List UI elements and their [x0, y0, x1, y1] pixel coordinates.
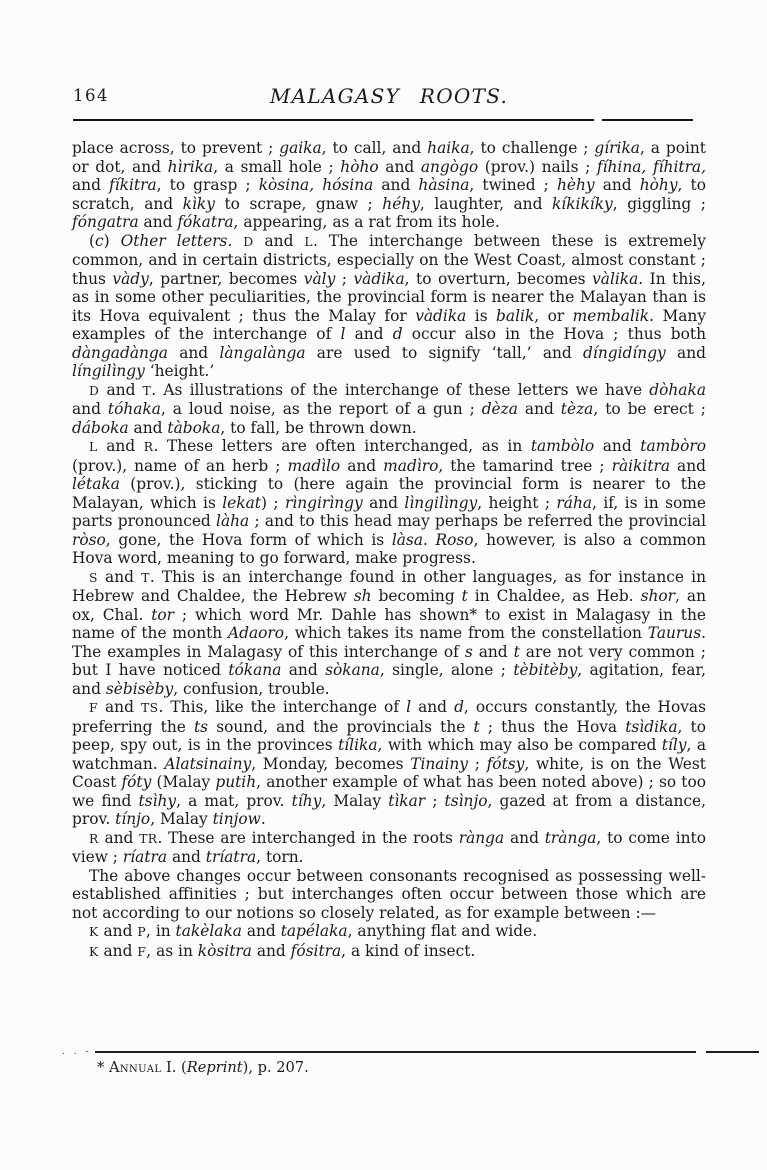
- text-segment: rànga: [458, 828, 505, 847]
- text-segment: c: [95, 231, 104, 250]
- text-segment: , a mat, prov.: [176, 791, 292, 810]
- text-segment: balik: [496, 306, 535, 325]
- text-segment: língilìngy: [72, 362, 145, 380]
- text-segment: madìro: [383, 456, 439, 475]
- text-segment: S: [89, 570, 98, 585]
- text-segment: . In this, as in some other peculiarities, the provincial form is nearer the Malayan than is its Hova equivalent ; thus the Malay for: [72, 269, 706, 325]
- text-segment: , occurs constantly, the Hovas preferring the: [72, 698, 706, 736]
- text-segment: d: [454, 698, 464, 716]
- scan-artifact-dots: . . -: [62, 1046, 92, 1057]
- text-segment: vàdy: [112, 269, 149, 288]
- text-segment: , gone, the Hova form of which is: [105, 530, 392, 549]
- text-segment: (: [89, 231, 96, 250]
- text-segment: s: [464, 642, 473, 661]
- text-segment: and: [670, 456, 706, 475]
- text-segment: Tinainy: [410, 754, 468, 773]
- text-segment: membalik: [572, 306, 650, 325]
- text-segment: is: [466, 306, 497, 325]
- text-segment: L: [89, 440, 98, 454]
- paragraph-4: [72, 437, 706, 568]
- text-segment: tìkar: [388, 791, 426, 810]
- text-segment: and: [72, 176, 110, 194]
- text-segment: .: [423, 530, 436, 549]
- text-segment: (prov.) nails ;: [478, 157, 597, 176]
- text-segment: vàlika: [592, 269, 639, 288]
- footnote-rule: [95, 1051, 759, 1053]
- text-segment: ), p. 207.: [242, 1059, 309, 1076]
- text-segment: hòhy: [639, 176, 678, 194]
- text-segment: làngalànga: [219, 343, 306, 362]
- text-segment: , appearing, as a rat from its hole.: [233, 213, 500, 231]
- text-segment: , partner, becomes: [148, 269, 304, 288]
- text-segment: and: [99, 380, 143, 399]
- text-segment: *: [97, 1059, 109, 1076]
- text-segment: fíkitra: [109, 176, 157, 194]
- text-segment: , white, is on the West Coast: [72, 754, 706, 791]
- text-segment: . This is an interchange found in other languages, as for instance in Hebrew and Chaldee, the Hebrew: [72, 567, 706, 605]
- text-segment: l: [340, 325, 346, 343]
- text-segment: Taurus: [647, 624, 702, 642]
- text-segment: , however, is also a common Hova word, meaning to go forward, make progress.: [72, 530, 706, 567]
- paragraph-10: [72, 942, 706, 962]
- text-segment: lìngilìngy: [404, 493, 478, 512]
- paragraph-7: [72, 829, 706, 867]
- text-segment: , Monday, becomes: [251, 754, 411, 773]
- text-segment: R: [89, 831, 99, 846]
- text-segment: , or: [534, 306, 573, 325]
- text-segment: tókana: [228, 661, 282, 679]
- text-segment: t: [513, 642, 520, 661]
- text-segment: , if, is in some parts pronounced: [72, 493, 706, 530]
- text-segment: rìngirìngy: [284, 493, 363, 512]
- text-segment: and: [98, 922, 138, 940]
- text-segment: shor: [640, 587, 676, 605]
- text-segment: trànga: [544, 828, 597, 847]
- text-segment: gaika: [279, 139, 322, 157]
- text-segment: , confusion, trouble.: [173, 679, 330, 698]
- text-segment: . These are interchanged in the roots: [157, 828, 459, 847]
- text-segment: fótsy: [486, 754, 525, 773]
- text-segment: , giggling ;: [612, 194, 706, 213]
- text-segment: and: [373, 176, 419, 194]
- text-segment: haika: [427, 139, 470, 157]
- text-segment: hàsina: [418, 176, 470, 194]
- text-segment: .: [260, 810, 266, 828]
- text-segment: and: [97, 437, 144, 455]
- text-segment: T: [141, 570, 150, 585]
- text-segment: , Malay: [321, 791, 389, 810]
- text-segment: , to come into view ;: [72, 828, 706, 866]
- paragraph-5: [72, 568, 706, 699]
- text-segment: , twined ;: [469, 176, 557, 194]
- text-segment: occur also in the Hova ; thus both: [402, 325, 706, 343]
- text-segment: and: [97, 698, 141, 716]
- text-segment: takèlaka: [175, 922, 242, 940]
- text-segment: fóngatra: [72, 213, 139, 231]
- text-segment: vàly: [303, 269, 336, 288]
- text-segment: díngidíngy: [583, 343, 666, 362]
- text-segment: , height ;: [477, 493, 557, 512]
- text-segment: madìlo: [287, 456, 341, 475]
- text-segment: tambòro: [640, 437, 706, 455]
- text-segment: tínjo: [115, 810, 151, 828]
- text-segment: . As illustrations of the interchange of these letters we have: [151, 380, 650, 399]
- text-segment: tèza: [560, 400, 594, 418]
- text-segment: P: [137, 925, 147, 939]
- text-segment: and: [340, 456, 384, 475]
- text-segment: , in: [146, 922, 176, 940]
- text-segment: and: [241, 922, 281, 940]
- text-segment: , anything flat and wide.: [347, 922, 538, 940]
- text-segment: dáboka: [72, 418, 129, 437]
- text-segment: ; thus the Hova: [479, 717, 626, 736]
- text-segment: , to fall, be thrown down.: [220, 418, 417, 437]
- text-segment: D: [89, 383, 100, 398]
- text-segment: fókatra: [177, 213, 234, 231]
- text-segment: TR: [139, 831, 158, 846]
- text-segment: I. (: [161, 1059, 187, 1076]
- text-segment: Annual: [108, 1059, 162, 1076]
- text-segment: TS: [141, 701, 159, 715]
- text-segment: , Malay: [150, 810, 213, 828]
- text-segment: ròso: [72, 530, 106, 549]
- text-segment: , a small hole ;: [213, 157, 341, 176]
- text-segment: are not very common ; but I have noticed: [72, 642, 706, 679]
- text-segment: , with which may also be compared: [377, 736, 662, 754]
- text-segment: tóhaka: [107, 400, 161, 418]
- text-segment: F: [137, 944, 147, 959]
- text-segment: ; and to this head may perhaps be referred the provincial: [249, 512, 706, 530]
- text-segment: angògo: [420, 157, 479, 176]
- text-segment: (Malay: [151, 773, 216, 791]
- text-segment: lekat: [222, 493, 261, 512]
- text-segment: Roso: [435, 530, 474, 549]
- footnote-divider: [62, 1047, 759, 1057]
- text-segment: and: [378, 157, 421, 176]
- text-segment: l: [406, 698, 412, 716]
- text-segment: , to challenge ;: [469, 139, 595, 157]
- text-segment: Reprint: [186, 1059, 243, 1076]
- text-segment: putih: [215, 773, 257, 791]
- text-segment: Alatsinainy: [164, 754, 252, 773]
- text-segment: (prov.), name of an herb ;: [72, 456, 288, 475]
- text-segment: L: [304, 234, 313, 249]
- text-segment: ‘height.’: [144, 362, 215, 380]
- text-segment: and: [98, 941, 138, 960]
- text-segment: tsìdika: [625, 717, 678, 736]
- page-number: 164: [73, 86, 109, 105]
- text-segment: làha: [216, 512, 250, 530]
- text-segment: kíkikíky: [551, 194, 613, 213]
- header-rule: [73, 119, 693, 121]
- text-segment: K: [89, 925, 99, 939]
- text-segment: ;: [468, 754, 487, 773]
- text-segment: tríatra: [205, 848, 257, 866]
- text-segment: tambòlo: [530, 437, 595, 455]
- text-segment: and: [665, 343, 706, 362]
- text-segment: and: [138, 213, 178, 231]
- text-segment: [232, 232, 243, 250]
- paragraph-3: [72, 381, 706, 438]
- text-segment: tèbitèby: [513, 661, 578, 679]
- text-segment: K: [89, 944, 99, 959]
- text-segment: làsa: [391, 530, 424, 549]
- text-segment: and: [72, 400, 108, 418]
- paragraph-9: [72, 922, 706, 942]
- text-segment: and: [594, 176, 640, 194]
- text-segment: , to be erect ;: [593, 400, 706, 418]
- text-segment: sòkana: [325, 661, 380, 679]
- text-segment: , as in: [146, 941, 198, 960]
- text-segment: ;: [335, 269, 354, 288]
- text-segment: , to scratch, and: [72, 176, 706, 213]
- text-segment: , gazed at from a distance, prov.: [72, 791, 706, 828]
- text-segment: Adaoro: [228, 624, 285, 642]
- text-segment: . The examples in Malagasy of this interchange of: [72, 624, 706, 661]
- text-segment: ríatra: [122, 848, 168, 866]
- text-segment: létaka: [72, 475, 120, 493]
- text-segment: , a loud noise, as the report of a gun ;: [160, 400, 482, 418]
- text-segment: tsìhy: [138, 791, 177, 810]
- text-segment: dòhaka: [649, 380, 706, 399]
- text-segment: T: [142, 383, 152, 398]
- text-segment: and: [345, 325, 393, 343]
- text-segment: are used to signify ‘tall,’ and: [305, 343, 584, 362]
- text-segment: gírika: [594, 139, 640, 157]
- text-segment: and: [362, 493, 405, 512]
- text-segment: and: [253, 231, 305, 250]
- text-segment: and: [97, 567, 142, 586]
- text-segment: hèhy: [556, 176, 595, 194]
- text-segment: (prov.), sticking to (here again the provincial form is nearer to the Malayan, which is: [72, 475, 706, 512]
- text-segment: D: [243, 234, 254, 249]
- text-segment: and: [517, 400, 561, 418]
- text-segment: dàngadànga: [72, 343, 168, 362]
- text-segment: , agitation, fear, and: [72, 661, 706, 698]
- text-segment: and: [472, 642, 514, 661]
- text-segment: , an ox, Chal.: [72, 587, 706, 624]
- text-segment: d: [392, 325, 403, 343]
- text-segment: ) ;: [260, 493, 285, 512]
- text-segment: . The interchange between these is extremely common, and in certain districts, especially on the West Coast, almost constant ; thus: [72, 231, 706, 288]
- text-segment: tapélaka: [280, 922, 348, 940]
- text-segment: tíhy: [291, 791, 322, 810]
- text-segment: , to grasp ;: [156, 176, 259, 194]
- text-segment: fóty: [121, 773, 152, 791]
- text-segment: and: [167, 343, 220, 362]
- text-segment: héhy: [382, 194, 420, 213]
- text-segment: , another example of what has been noted above) ; so too we find: [72, 773, 706, 810]
- footnote-text: [72, 1058, 706, 1077]
- text-segment: hìrika: [167, 157, 214, 176]
- text-segment: vàdika: [353, 269, 405, 288]
- text-segment: fíhina, fíhitra,: [596, 157, 707, 176]
- text-segment: tsìnjo: [444, 791, 488, 810]
- text-segment: . These letters are often interchanged, as in: [153, 437, 531, 455]
- text-segment: and: [411, 698, 455, 716]
- text-segment: in Chaldee, as Heb.: [467, 587, 641, 605]
- text-segment: , to call, and: [321, 139, 428, 157]
- text-segment: hòho: [340, 157, 379, 176]
- text-segment: and: [98, 828, 140, 847]
- text-segment: and: [167, 848, 206, 866]
- text-segment: place across, to prevent ;: [72, 139, 280, 157]
- text-segment: , to peep, spy out, is in the provinces: [72, 717, 706, 754]
- text-segment: kòsina, hósina: [258, 176, 374, 194]
- text-segment: t: [461, 587, 468, 605]
- running-title: MALAGASY ROOTS.: [269, 84, 509, 108]
- text-segment: becoming: [371, 587, 462, 605]
- text-segment: and: [504, 828, 545, 847]
- text-segment: vàdika: [415, 306, 467, 325]
- text-segment: , a point or dot, and: [72, 139, 706, 176]
- text-segment: kìky: [182, 194, 215, 213]
- text-segment: tílika: [338, 736, 378, 754]
- text-segment: tàboka: [167, 418, 221, 437]
- text-segment: F: [89, 701, 98, 715]
- text-segment: sh: [353, 587, 372, 605]
- text-segment: . Many examples of the interchange of: [72, 306, 707, 343]
- text-segment: ): [103, 231, 121, 250]
- paragraph-2: [72, 232, 706, 381]
- text-segment: . This, like the interchange of: [158, 698, 407, 716]
- text-segment: Other letters.: [120, 231, 233, 250]
- page-body: [72, 139, 706, 961]
- paragraph-1: [72, 139, 706, 232]
- paragraph-8: [72, 867, 706, 923]
- text-segment: sèbisèby: [105, 679, 174, 698]
- text-segment: ts: [194, 717, 209, 736]
- text-segment: t: [473, 717, 480, 736]
- text-segment: ;: [425, 791, 445, 810]
- text-segment: , to overturn, becomes: [404, 269, 593, 288]
- text-segment: , torn.: [256, 848, 304, 866]
- text-segment: and: [281, 661, 326, 679]
- text-segment: dèza: [481, 400, 518, 418]
- page-header: [72, 84, 706, 108]
- text-segment: to scrape, gnaw ;: [214, 194, 383, 213]
- text-segment: , a kind of insect.: [341, 941, 476, 960]
- text-segment: tíly: [661, 736, 687, 754]
- text-segment: and: [594, 437, 641, 455]
- text-segment: , which takes its name from the constellation: [284, 624, 648, 642]
- text-segment: The above changes occur between consonants recognised as possessing well-established affinities ; but interchanges often occur between those which are not according to our notions so closely related, as for example between :—: [72, 866, 706, 922]
- text-segment: , laughter, and: [419, 194, 552, 213]
- text-segment: , a watchman.: [72, 736, 707, 773]
- text-segment: , the tamarind tree ;: [438, 456, 612, 475]
- text-segment: ; which word Mr. Dahle has shown* to exist in Malagasy in the name of the month: [72, 605, 706, 642]
- text-segment: , single, alone ;: [379, 661, 514, 679]
- text-segment: sound, and the provincials the: [208, 717, 474, 736]
- text-segment: kòsitra: [197, 941, 252, 960]
- text-segment: R: [143, 440, 154, 454]
- text-segment: and: [128, 418, 168, 437]
- text-segment: and: [251, 941, 291, 960]
- text-segment: ràikitra: [611, 456, 671, 475]
- text-segment: tinjow: [212, 810, 261, 828]
- paragraph-6: [72, 698, 706, 829]
- text-segment: ráha: [556, 493, 593, 512]
- text-segment: fósitra: [290, 941, 342, 960]
- text-segment: tor: [151, 605, 175, 624]
